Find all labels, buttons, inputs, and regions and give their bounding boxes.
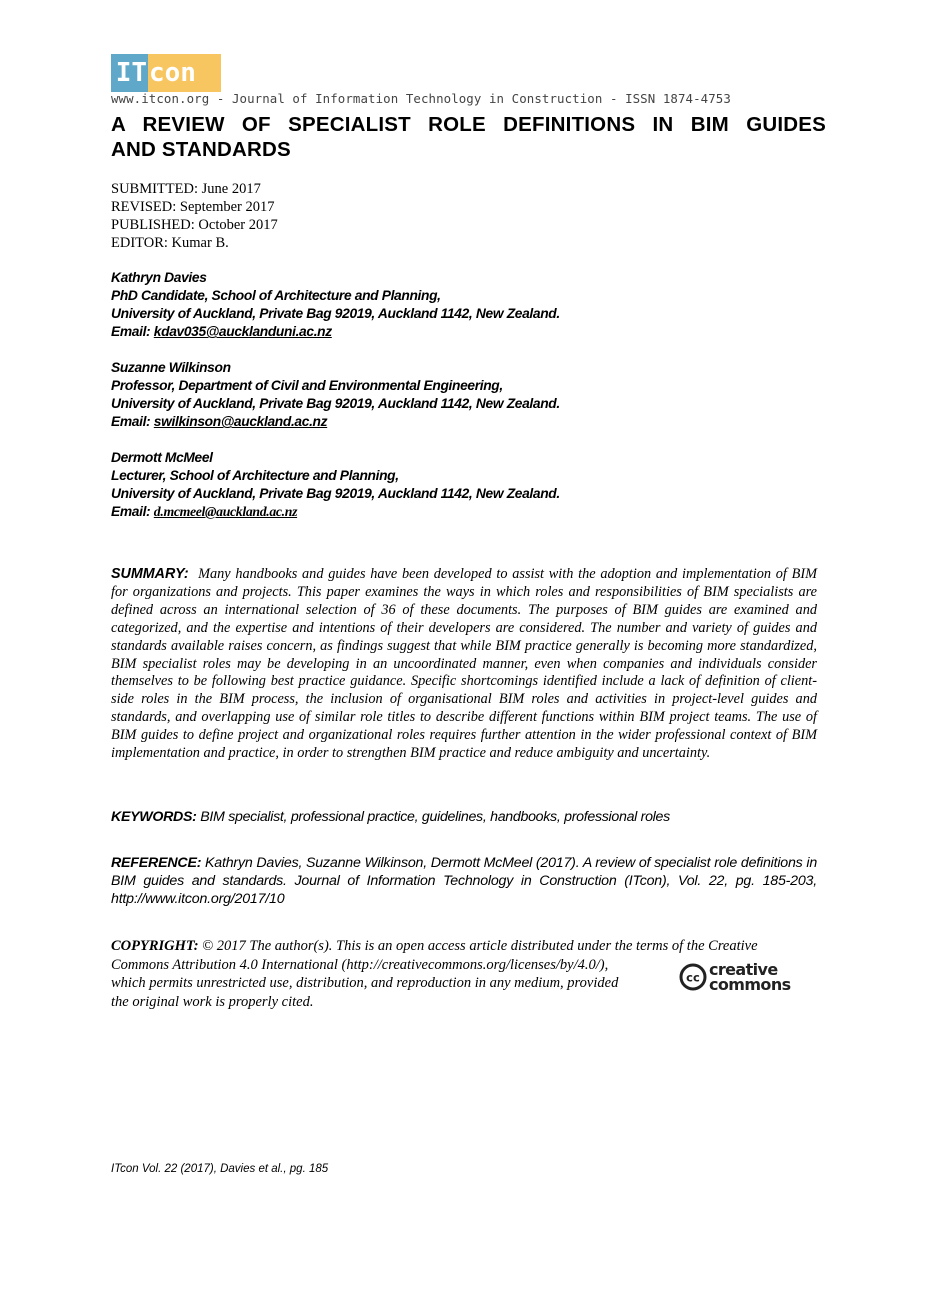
author-position: Professor, Department of Civil and Environmental Engineering,	[111, 378, 503, 393]
author-block-3	[111, 449, 560, 521]
keywords-label: KEYWORDS:	[111, 809, 197, 825]
reference-label: REFERENCE:	[111, 855, 202, 871]
reference-text: Kathryn Davies, Suzanne Wilkinson, Dermott McMeel (2017). A review of specialist role definitions in BIM guides and standards. Journal of Information Technology in Construction (ITcon), Vol. 22, pg. 185-203, http://www.itcon.org/2017/10	[111, 855, 818, 907]
logo-con-block: con	[148, 54, 221, 92]
summary-paragraph	[111, 566, 817, 763]
author-email-line	[111, 503, 560, 521]
author-affiliation: University of Auckland, Private Bag 92019, Auckland 1142, New Zealand.	[111, 396, 560, 411]
author-name: Suzanne Wilkinson	[111, 360, 231, 375]
author-position: PhD Candidate, School of Architecture and Planning,	[111, 288, 441, 303]
editor: EDITOR: Kumar B.	[111, 235, 229, 251]
keywords-text: BIM specialist, professional practice, guidelines, handbooks, professional roles	[200, 809, 670, 825]
page-footer: ITcon Vol. 22 (2017), Davies et al., pg. 185	[111, 1163, 329, 1175]
reference-paragraph	[111, 854, 817, 908]
keywords-line	[111, 808, 670, 826]
email-label: Email:	[111, 504, 154, 519]
author-name: Kathryn Davies	[111, 270, 207, 285]
published-date: PUBLISHED: October 2017	[111, 217, 278, 233]
cc-badge-text: cc	[686, 970, 700, 985]
author-name: Dermott McMeel	[111, 450, 213, 465]
copyright-label: COPYRIGHT:	[111, 938, 199, 954]
cc-word-commons: commons	[709, 975, 791, 994]
author-email-link[interactable]: swilkinson@auckland.ac.nz	[153, 414, 328, 429]
publication-dates	[111, 180, 278, 252]
creative-commons-logo[interactable]	[679, 960, 809, 994]
email-label: Email:	[111, 414, 154, 429]
author-position: Lecturer, School of Architecture and Planning,	[111, 468, 399, 483]
summary-label: SUMMARY:	[111, 566, 189, 582]
cc-word-creative: creative	[709, 960, 778, 979]
title-line-2: AND STANDARDS	[111, 138, 291, 161]
copyright-line-4: the original work is properly cited.	[111, 993, 314, 1010]
author-email-line	[111, 413, 560, 431]
author-email-line	[111, 323, 560, 341]
author-email-link[interactable]: kdav035@aucklanduni.ac.nz	[153, 324, 332, 339]
copyright-block	[111, 937, 758, 1011]
revised-date: REVISED: September 2017	[111, 199, 275, 215]
summary-text: Many handbooks and guides have been developed to assist with the adoption and implementation of BIM for organizations and projects. This paper examines the ways in which roles and responsibilities of BIM specialists are defined across an international selection of 36 of these documents. The purposes of BIM guides are examined and categorized, and the expertise and intentions of their developers are considered. The number and variety of guides and standards available raises concern, as findings suggest that while BIM practice generally is becoming more standardized, BIM specialist roles may be developing in an uncoordinated manner, even when companies and individuals consider themselves to be following best practice guidance. Specific shortcomings identified include a lack of definition of client-side roles in the BIM process, the inclusion of organisational BIM roles and activities in project-level guides and standards, and overlapping use of similar role titles to describe different functions within BIM project teams. The use of BIM guides to define project and organizational roles requires further attention in the wider professional context of BIM implementation and practice, in order to strengthen BIM practice and reduce ambiguity and uncertainty.	[111, 566, 817, 762]
submitted-date: SUBMITTED: June 2017	[111, 181, 261, 197]
author-affiliation: University of Auckland, Private Bag 92019, Auckland 1142, New Zealand.	[111, 306, 560, 321]
copyright-line-3: which permits unrestricted use, distribution, and reproduction in any medium, provided	[111, 975, 619, 992]
author-affiliation: University of Auckland, Private Bag 92019, Auckland 1142, New Zealand.	[111, 486, 560, 501]
itcon-logo	[111, 54, 221, 92]
paper-title	[111, 112, 826, 162]
title-line-1: A REVIEW OF SPECIALIST ROLE DEFINITIONS IN BIM GUIDES	[111, 113, 826, 136]
journal-header-line: www.itcon.org - Journal of Information Technology in Construction - ISSN 1874-4753	[111, 91, 731, 106]
copyright-line-2: Commons Attribution 4.0 International (http://creativecommons.org/licenses/by/4.0/),	[111, 956, 609, 973]
copyright-line-1	[111, 937, 758, 956]
author-block-1	[111, 269, 560, 341]
email-label: Email:	[111, 324, 154, 339]
logo-it-block: IT	[111, 54, 148, 92]
author-block-2	[111, 359, 560, 431]
author-email-link[interactable]: d.mcmeel@auckland.ac.nz	[153, 504, 298, 519]
copyright-text-1: © 2017 The author(s). This is an open access article distributed under the terms of the Creative	[202, 938, 758, 954]
